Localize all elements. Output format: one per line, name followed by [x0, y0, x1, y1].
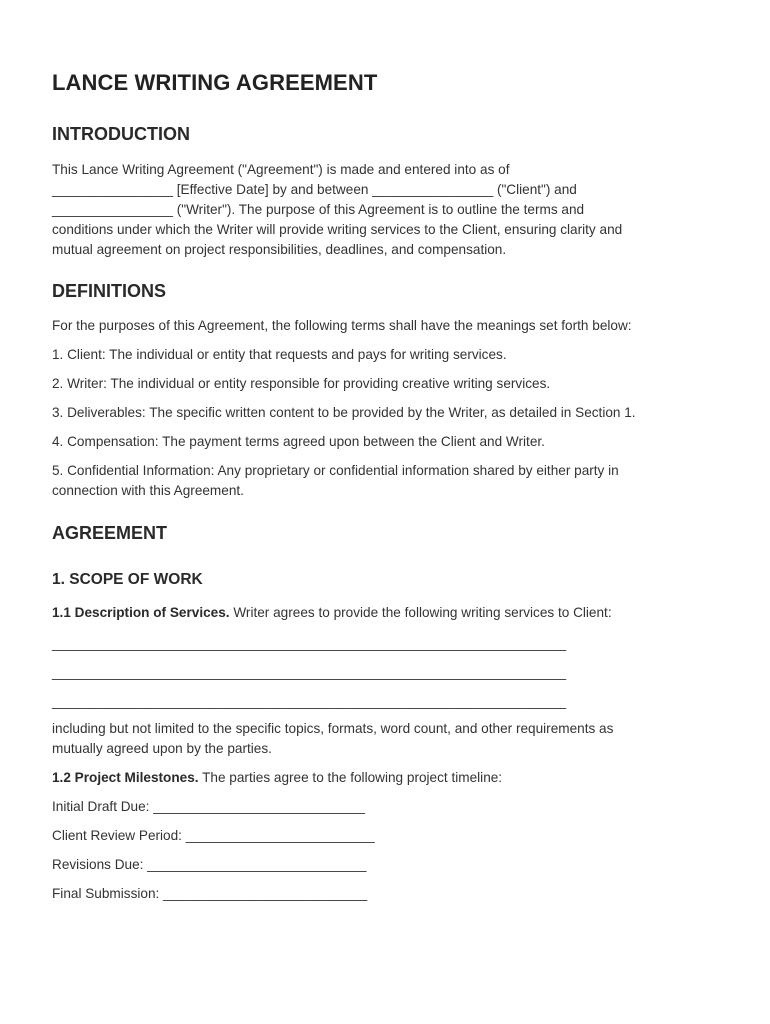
- section-1-1-text: Writer agrees to provide the following writing services to Client:: [229, 605, 612, 620]
- including-paragraph: [52, 719, 613, 759]
- definition-item-deliverables: 3. Deliverables: The specific written content to be provided by the Writer, as detailed in Section 1.: [52, 405, 636, 420]
- agreement-heading: AGREEMENT: [52, 523, 168, 543]
- section-1-1-label: 1.1 Description of Services.: [52, 605, 230, 620]
- services-blank-line: ____________________________________________________________________: [52, 665, 567, 680]
- description-of-services: [52, 603, 612, 623]
- document-title: LANCE WRITING AGREEMENT: [52, 70, 378, 95]
- introduction-paragraph: [52, 160, 622, 260]
- intro-line: mutual agreement on project responsibilities, deadlines, and compensation.: [52, 242, 507, 257]
- milestone-client-review: Client Review Period: _________________________: [52, 828, 375, 843]
- milestone-final-submission: Final Submission: ___________________________: [52, 886, 368, 901]
- definition-item-writer: 2. Writer: The individual or entity responsible for providing creative writing services.: [52, 376, 551, 391]
- definition-item-compensation: 4. Compensation: The payment terms agreed upon between the Client and Writer.: [52, 434, 545, 449]
- introduction-heading: INTRODUCTION: [52, 124, 190, 144]
- intro-line: ________________ ("Writer"). The purpose of this Agreement is to outline the terms and: [52, 202, 585, 217]
- project-milestones: [52, 768, 502, 788]
- section-1-2-text: The parties agree to the following project timeline:: [198, 770, 503, 785]
- including-line: mutually agreed upon by the parties.: [52, 741, 272, 756]
- intro-line: This Lance Writing Agreement ("Agreement") is made and entered into as of: [52, 162, 510, 177]
- services-blank-line: ____________________________________________________________________: [52, 636, 567, 651]
- services-blank-line: ____________________________________________________________________: [52, 694, 567, 709]
- definitions-intro: For the purposes of this Agreement, the following terms shall have the meanings set forth below:: [52, 318, 632, 333]
- milestone-revisions: Revisions Due: _____________________________: [52, 857, 367, 872]
- scope-of-work-heading: 1. SCOPE OF WORK: [52, 571, 203, 588]
- definition-item-confidential: [52, 461, 619, 501]
- intro-line: ________________ [Effective Date] by and between ________________ ("Client") and: [52, 182, 577, 197]
- section-1-2-label: 1.2 Project Milestones.: [52, 770, 199, 785]
- intro-line: conditions under which the Writer will provide writing services to the Client, ensuring clarity and: [52, 222, 623, 237]
- definition-item-client: 1. Client: The individual or entity that requests and pays for writing services.: [52, 347, 507, 362]
- definition-line: connection with this Agreement.: [52, 483, 244, 498]
- definitions-heading: DEFINITIONS: [52, 281, 167, 301]
- including-line: including but not limited to the specific topics, formats, word count, and other requirements as: [52, 721, 614, 736]
- milestone-initial-draft: Initial Draft Due: ____________________________: [52, 799, 365, 814]
- definition-line: 5. Confidential Information: Any proprietary or confidential information shared by either party in: [52, 463, 619, 478]
